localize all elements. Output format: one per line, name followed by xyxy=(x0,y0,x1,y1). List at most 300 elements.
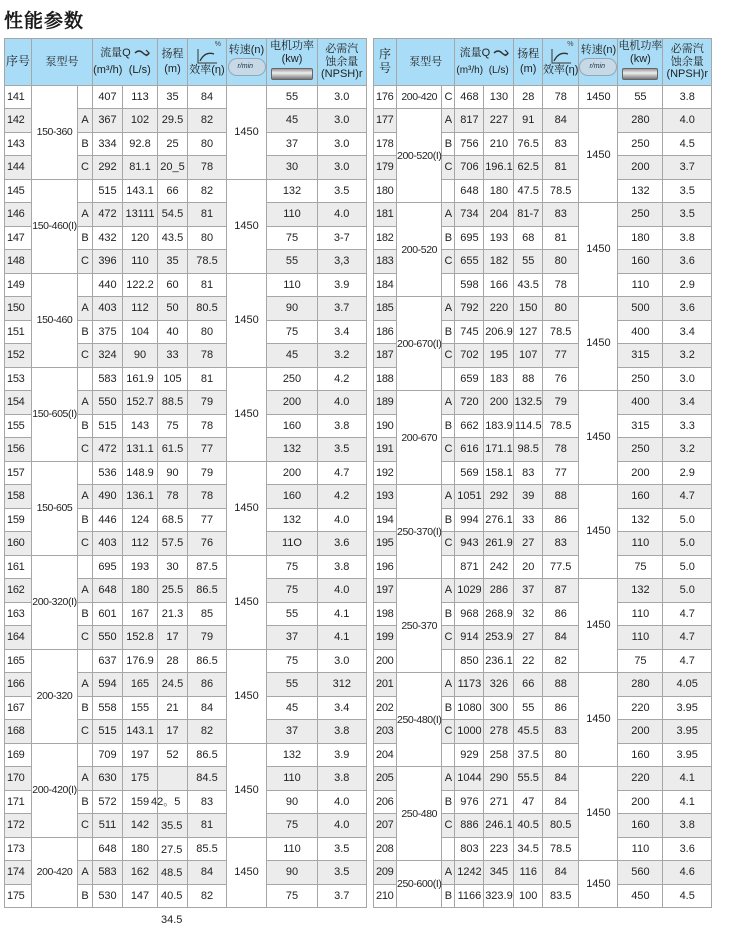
motor-icon xyxy=(271,68,313,80)
flow-ls-cell: 183 xyxy=(484,367,514,391)
head-cell: 32 xyxy=(514,602,543,626)
power-cell: 250 xyxy=(618,132,663,156)
flow-ls-cell: 180 xyxy=(123,837,158,861)
flow-m3h-cell: 630 xyxy=(93,767,123,791)
head-cell xyxy=(158,767,188,791)
head-cell: 68 xyxy=(514,226,543,250)
power-cell: 55 xyxy=(267,250,318,274)
head-cell: 20 xyxy=(514,555,543,579)
variant-cell: B xyxy=(78,508,93,532)
speed-cell: 1450 xyxy=(227,743,267,837)
header-flow-unit-ls: (L/s) xyxy=(128,64,151,77)
variant-cell: B xyxy=(442,696,455,720)
flow-ls-cell: 204 xyxy=(484,203,514,227)
table-row xyxy=(5,649,367,673)
speed-cell: 1450 xyxy=(227,85,267,179)
npsh-cell: 4.7 xyxy=(663,649,712,673)
npsh-cell: 4.1 xyxy=(318,602,367,626)
header-power xyxy=(267,39,318,86)
variant-cell xyxy=(442,555,455,579)
power-cell: 220 xyxy=(618,767,663,791)
header-flow xyxy=(455,39,514,86)
efficiency-cell: 81 xyxy=(188,203,227,227)
efficiency-cell: 84.5 xyxy=(188,767,227,791)
variant-cell: B xyxy=(78,132,93,156)
flow-ls-cell: 206.9 xyxy=(484,320,514,344)
efficiency-cell: 82 xyxy=(188,179,227,203)
head-cell: 66 xyxy=(158,179,188,203)
efficiency-cell: 86 xyxy=(542,508,578,532)
power-cell: 45 xyxy=(267,109,318,133)
table-row xyxy=(374,579,712,603)
seq-cell: 207 xyxy=(374,814,397,838)
flow-m3h-cell: 511 xyxy=(93,814,123,838)
head-cell: 34.5 xyxy=(514,837,543,861)
flow-m3h-cell: 407 xyxy=(93,85,123,109)
flow-ls-cell: 326 xyxy=(484,673,514,697)
flow-ls-cell: 112 xyxy=(123,297,158,321)
head-cell: 107 xyxy=(514,344,543,368)
power-cell: 160 xyxy=(618,250,663,274)
efficiency-cell: 77 xyxy=(188,508,227,532)
flow-m3h-cell: 745 xyxy=(455,320,484,344)
seq-cell: 187 xyxy=(374,344,397,368)
npsh-cell: 3-7 xyxy=(318,226,367,250)
head-cell: 88 xyxy=(514,367,543,391)
flow-ls-cell: 13111 xyxy=(123,203,158,227)
power-cell: 160 xyxy=(618,485,663,509)
npsh-cell: 3.9 xyxy=(318,743,367,767)
npsh-cell: 5.0 xyxy=(663,555,712,579)
flow-ls-cell: 104 xyxy=(123,320,158,344)
flow-ls-cell: 130 xyxy=(484,85,514,109)
flow-ls-cell: 276.1 xyxy=(484,508,514,532)
seq-cell: 155 xyxy=(5,414,32,438)
flow-ls-cell: 102 xyxy=(123,109,158,133)
flow-m3h-cell: 994 xyxy=(455,508,484,532)
seq-cell: 153 xyxy=(5,367,32,391)
variant-cell: B xyxy=(442,790,455,814)
variant-cell: C xyxy=(78,532,93,556)
table-row xyxy=(5,85,367,109)
variant-cell: A xyxy=(442,579,455,603)
efficiency-cell: 81 xyxy=(188,273,227,297)
seq-cell: 183 xyxy=(374,250,397,274)
flow-m3h-cell: 472 xyxy=(93,203,123,227)
header-model: 泵型号 xyxy=(32,39,93,86)
speed-cell: 1450 xyxy=(227,461,267,555)
variant-cell: C xyxy=(442,720,455,744)
flow-ls-cell: 122.2 xyxy=(123,273,158,297)
flow-m3h-cell: 637 xyxy=(93,649,123,673)
header-eff-pct: % xyxy=(567,41,574,48)
seq-cell: 203 xyxy=(374,720,397,744)
flow-m3h-cell: 1000 xyxy=(455,720,484,744)
seq-cell: 193 xyxy=(374,485,397,509)
variant-cell: A xyxy=(442,297,455,321)
table-row xyxy=(374,767,712,791)
header-power-unit: (kw) xyxy=(281,52,303,65)
table-body xyxy=(374,85,712,908)
efficiency-cell: 82 xyxy=(542,649,578,673)
power-cell: 75 xyxy=(267,814,318,838)
head-cell: 132.5 xyxy=(514,391,543,415)
head-cell: 43.5 xyxy=(514,273,543,297)
flow-m3h-cell: 662 xyxy=(455,414,484,438)
power-cell: 160 xyxy=(618,743,663,767)
efficiency-cell: 82 xyxy=(188,884,227,908)
npsh-cell: 3.5 xyxy=(318,861,367,885)
header-power-label: 电机功率 xyxy=(270,40,314,52)
seq-cell: 209 xyxy=(374,861,397,885)
flow-ls-cell: 253.9 xyxy=(484,626,514,650)
flow-m3h-cell: 976 xyxy=(455,790,484,814)
model-cell: 200-670 xyxy=(397,391,442,485)
variant-cell: C xyxy=(78,438,93,462)
efficiency-cell: 79 xyxy=(188,461,227,485)
flow-ls-cell: 112 xyxy=(123,532,158,556)
seq-cell: 202 xyxy=(374,696,397,720)
npsh-cell: 3.2 xyxy=(663,438,712,462)
seq-cell: 182 xyxy=(374,226,397,250)
flow-ls-cell: 92.8 xyxy=(123,132,158,156)
npsh-cell: 3.2 xyxy=(318,344,367,368)
variant-cell xyxy=(78,837,93,861)
seq-cell: 167 xyxy=(5,696,32,720)
head-cell: 90 xyxy=(158,461,188,485)
speed-gauge-icon: r/min xyxy=(579,58,617,76)
variant-cell xyxy=(78,461,93,485)
variant-cell: A xyxy=(442,767,455,791)
npsh-cell: 3.0 xyxy=(663,367,712,391)
power-cell: 315 xyxy=(618,414,663,438)
flow-m3h-cell: 756 xyxy=(455,132,484,156)
seq-cell: 162 xyxy=(5,579,32,603)
flow-m3h-cell: 648 xyxy=(455,179,484,203)
flow-ls-cell: 345 xyxy=(484,861,514,885)
flow-ls-cell: 180 xyxy=(484,179,514,203)
performance-table-right xyxy=(373,38,712,908)
variant-cell: C xyxy=(78,250,93,274)
power-cell: 75 xyxy=(267,649,318,673)
head-cell: 54.5 xyxy=(158,203,188,227)
flow-ls-cell: 268.9 xyxy=(484,602,514,626)
efficiency-cell: 78.5 xyxy=(542,837,578,861)
variant-cell: A xyxy=(78,673,93,697)
flow-m3h-cell: 530 xyxy=(93,884,123,908)
power-cell: 55 xyxy=(618,85,663,109)
header-head xyxy=(514,39,543,86)
head-cell: 24.5 xyxy=(158,673,188,697)
speed-cell: 1450 xyxy=(579,109,618,203)
flow-ls-cell: 155 xyxy=(123,696,158,720)
table-row xyxy=(5,367,367,391)
speed-cell: 1450 xyxy=(579,767,618,861)
model-cell: 250-370 xyxy=(397,579,442,673)
power-cell: 560 xyxy=(618,861,663,885)
variant-cell: C xyxy=(78,720,93,744)
head-cell: 76.5 xyxy=(514,132,543,156)
head-cell: 33 xyxy=(514,508,543,532)
seq-cell: 178 xyxy=(374,132,397,156)
head-cell: 91 xyxy=(514,109,543,133)
flow-m3h-cell: 817 xyxy=(455,109,484,133)
efficiency-cell: 84 xyxy=(542,790,578,814)
efficiency-cell: 80 xyxy=(542,743,578,767)
flow-ls-cell: 292 xyxy=(484,485,514,509)
flow-m3h-cell: 598 xyxy=(455,273,484,297)
header-seq: 序号 xyxy=(374,39,397,86)
head-cell: 55 xyxy=(514,696,543,720)
npsh-cell: 4.1 xyxy=(318,626,367,650)
flow-m3h-cell: 375 xyxy=(93,320,123,344)
efficiency-cell: 86 xyxy=(188,673,227,697)
flow-m3h-cell: 583 xyxy=(93,861,123,885)
variant-cell: C xyxy=(442,626,455,650)
header-seq: 序号 xyxy=(5,39,32,86)
head-cell: 40.5 xyxy=(514,814,543,838)
head-cell: 60 xyxy=(158,273,188,297)
variant-cell: B xyxy=(442,226,455,250)
seq-cell: 165 xyxy=(5,649,32,673)
efficiency-cell: 77.5 xyxy=(542,555,578,579)
npsh-cell: 3.4 xyxy=(318,696,367,720)
header-npsh xyxy=(663,39,712,86)
efficiency-curve-icon xyxy=(196,48,218,64)
head-cell: 17 xyxy=(158,626,188,650)
flow-ls-cell: 258 xyxy=(484,743,514,767)
seq-cell: 164 xyxy=(5,626,32,650)
variant-cell: C xyxy=(442,344,455,368)
efficiency-cell: 84 xyxy=(542,109,578,133)
header-efficiency xyxy=(542,39,578,86)
header-flow-unit-m3h: (m³/h) xyxy=(93,64,123,77)
flow-m3h-cell: 706 xyxy=(455,156,484,180)
npsh-cell: 4.1 xyxy=(663,767,712,791)
flow-ls-cell: 158.1 xyxy=(484,461,514,485)
flow-m3h-cell: 334 xyxy=(93,132,123,156)
flow-icon xyxy=(493,48,509,58)
variant-cell: C xyxy=(442,250,455,274)
seq-cell: 206 xyxy=(374,790,397,814)
efficiency-cell: 83 xyxy=(542,203,578,227)
npsh-cell: 4.0 xyxy=(318,203,367,227)
model-cell: 250-370(I) xyxy=(397,485,442,579)
efficiency-cell: 78 xyxy=(188,485,227,509)
efficiency-cell: 78 xyxy=(542,273,578,297)
npsh-cell: 4.6 xyxy=(663,861,712,885)
seq-cell: 180 xyxy=(374,179,397,203)
head-cell: 27 xyxy=(514,532,543,556)
efficiency-cell: 78 xyxy=(542,438,578,462)
flow-m3h-cell: 403 xyxy=(93,532,123,556)
seq-cell: 188 xyxy=(374,367,397,391)
efficiency-cell: 86.5 xyxy=(188,579,227,603)
model-cell: 250-600(I) xyxy=(397,861,442,908)
npsh-cell: 5.0 xyxy=(663,532,712,556)
seq-cell: 201 xyxy=(374,673,397,697)
npsh-cell: 3.8 xyxy=(663,85,712,109)
head-cell: 55 xyxy=(514,250,543,274)
header-npsh xyxy=(318,39,367,86)
variant-cell: B xyxy=(442,132,455,156)
efficiency-cell: 79 xyxy=(188,626,227,650)
seq-cell: 208 xyxy=(374,837,397,861)
speed-cell: 1450 xyxy=(579,485,618,579)
head-cell: 28 xyxy=(514,85,543,109)
flow-ls-cell: 193 xyxy=(123,555,158,579)
flow-m3h-cell: 550 xyxy=(93,391,123,415)
seq-cell: 147 xyxy=(5,226,32,250)
npsh-cell: 4.7 xyxy=(663,626,712,650)
flow-ls-cell: 182 xyxy=(484,250,514,274)
head-cell: 61.5 xyxy=(158,438,188,462)
seq-cell: 148 xyxy=(5,250,32,274)
flow-ls-cell: 271 xyxy=(484,790,514,814)
table-row xyxy=(5,837,367,861)
efficiency-cell: 87.5 xyxy=(188,555,227,579)
efficiency-cell: 80 xyxy=(188,132,227,156)
header-flow xyxy=(93,39,158,86)
variant-cell: A xyxy=(442,391,455,415)
flow-ls-cell: 193 xyxy=(484,226,514,250)
seq-cell: 196 xyxy=(374,555,397,579)
power-cell: 110 xyxy=(267,767,318,791)
efficiency-cell: 78.5 xyxy=(542,414,578,438)
header-flow-unit-m3h: (m³/h) xyxy=(456,65,484,77)
head-cell: 37.5 xyxy=(514,743,543,767)
seq-cell: 204 xyxy=(374,743,397,767)
flow-ls-cell: 246.1 xyxy=(484,814,514,838)
flow-ls-cell: 165 xyxy=(123,673,158,697)
npsh-cell: 312 xyxy=(318,673,367,697)
seq-cell: 171 xyxy=(5,790,32,814)
power-cell: 400 xyxy=(618,391,663,415)
efficiency-cell: 78.5 xyxy=(188,250,227,274)
seq-cell: 160 xyxy=(5,532,32,556)
variant-cell xyxy=(442,837,455,861)
npsh-cell: 3.4 xyxy=(318,320,367,344)
efficiency-cell: 81 xyxy=(542,156,578,180)
flow-ls-cell: 110 xyxy=(123,250,158,274)
speed-cell: 1450 xyxy=(579,297,618,391)
head-cell: 35 xyxy=(158,250,188,274)
npsh-cell: 3.3 xyxy=(663,414,712,438)
power-cell: 132 xyxy=(618,508,663,532)
npsh-cell: 3.5 xyxy=(663,179,712,203)
head-cell: 25.5 xyxy=(158,579,188,603)
variant-cell: B xyxy=(442,884,455,908)
npsh-cell: 5.0 xyxy=(663,508,712,532)
flow-ls-cell: 236.1 xyxy=(484,649,514,673)
header-speed-label: 转速(n) xyxy=(580,43,617,56)
flow-ls-cell: 124 xyxy=(123,508,158,532)
flow-ls-cell: 148.9 xyxy=(123,461,158,485)
efficiency-cell: 87 xyxy=(542,579,578,603)
power-cell: 75 xyxy=(267,226,318,250)
seq-cell: 141 xyxy=(5,85,32,109)
header-eff-pct: % xyxy=(214,41,221,48)
table-row xyxy=(374,485,712,509)
flow-m3h-cell: 515 xyxy=(93,720,123,744)
flow-ls-cell: 180 xyxy=(123,579,158,603)
head-cell: 75 xyxy=(158,414,188,438)
efficiency-cell: 86.5 xyxy=(188,743,227,767)
efficiency-cell: 83 xyxy=(542,132,578,156)
flow-ls-cell: 183.9 xyxy=(484,414,514,438)
npsh-cell: 3.0 xyxy=(318,649,367,673)
efficiency-cell: 88 xyxy=(542,485,578,509)
npsh-cell: 2.9 xyxy=(663,461,712,485)
model-cell: 200-670(I) xyxy=(397,297,442,391)
npsh-cell: 3.0 xyxy=(318,85,367,109)
head-cell: 40 xyxy=(158,320,188,344)
variant-cell: C xyxy=(442,438,455,462)
flow-m3h-cell: 929 xyxy=(455,743,484,767)
variant-cell: C xyxy=(78,344,93,368)
npsh-cell: 3.9 xyxy=(318,273,367,297)
head-cell: 114.5 xyxy=(514,414,543,438)
table-body xyxy=(5,85,367,908)
flow-ls-cell: 113 xyxy=(123,85,158,109)
power-cell: 110 xyxy=(618,602,663,626)
variant-cell xyxy=(442,273,455,297)
speed-cell: 1450 xyxy=(579,673,618,767)
power-cell: 75 xyxy=(267,320,318,344)
flow-m3h-cell: 943 xyxy=(455,532,484,556)
flow-m3h-cell: 550 xyxy=(93,626,123,650)
npsh-cell: 3.5 xyxy=(318,837,367,861)
seq-cell: 198 xyxy=(374,602,397,626)
flow-m3h-cell: 472 xyxy=(93,438,123,462)
flow-m3h-cell: 468 xyxy=(455,85,484,109)
flow-ls-cell: 261.9 xyxy=(484,532,514,556)
header-model: 泵型号 xyxy=(397,39,455,86)
npsh-cell: 4.7 xyxy=(318,461,367,485)
flow-ls-cell: 323.9 xyxy=(484,884,514,908)
npsh-cell: 4.7 xyxy=(663,602,712,626)
misaligned-head-value: 34.5 xyxy=(161,914,183,926)
variant-cell: C xyxy=(78,626,93,650)
npsh-cell: 5.0 xyxy=(663,579,712,603)
head-cell: 22 xyxy=(514,649,543,673)
flow-ls-cell: 290 xyxy=(484,767,514,791)
efficiency-cell: 79 xyxy=(188,391,227,415)
efficiency-cell: 83 xyxy=(542,720,578,744)
speed-cell: 1450 xyxy=(227,837,267,908)
power-cell: 200 xyxy=(618,461,663,485)
flow-ls-cell: 90 xyxy=(123,344,158,368)
flow-m3h-cell: 1029 xyxy=(455,579,484,603)
variant-cell: A xyxy=(78,485,93,509)
header-npsh-label: 必需汽蚀余量 xyxy=(325,43,359,68)
power-cell: 400 xyxy=(618,320,663,344)
model-cell: 200-320 xyxy=(32,649,78,743)
variant-cell: A xyxy=(442,673,455,697)
flow-m3h-cell: 558 xyxy=(93,696,123,720)
power-cell: 132 xyxy=(618,179,663,203)
efficiency-cell: 78.5 xyxy=(542,179,578,203)
flow-m3h-cell: 803 xyxy=(455,837,484,861)
efficiency-cell: 85 xyxy=(188,602,227,626)
seq-cell: 197 xyxy=(374,579,397,603)
power-cell: 280 xyxy=(618,109,663,133)
npsh-cell: 3.6 xyxy=(663,297,712,321)
seq-cell: 146 xyxy=(5,203,32,227)
power-cell: 45 xyxy=(267,344,318,368)
header-speed-label: 转速(n) xyxy=(228,43,265,56)
efficiency-cell: 78.5 xyxy=(542,320,578,344)
